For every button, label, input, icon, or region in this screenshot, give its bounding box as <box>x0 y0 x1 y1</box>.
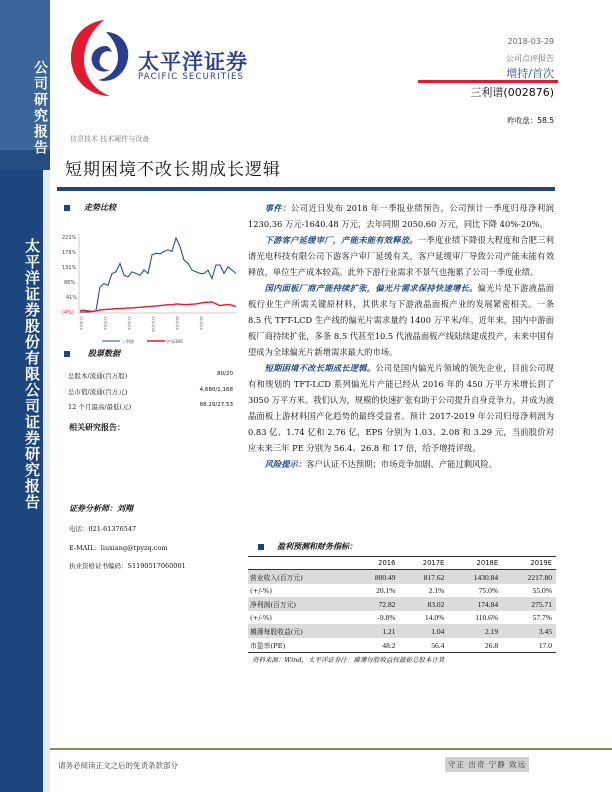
trend-chart <box>62 228 242 348</box>
svg-text:18/3/25: 18/3/25 <box>199 316 203 330</box>
stock-data-row: 总股本/流通(百万股) 80/20 <box>68 371 233 380</box>
cell-value: 75.0% <box>478 586 499 595</box>
paragraph-customers: 下游客户延缓审厂，产能未能有效释放。一季度业绩下降很大程度和合肥三利谱光电科技有限公司下游客户审厂延缓有关，客户延缓审厂导致公司产能未能有效释放，单位生产成本较高。此外下游行业需求不景气也拖累了公司一季度业绩。 <box>248 235 554 277</box>
svg-text:86%: 86% <box>64 280 76 286</box>
cell-value: -9.8% <box>377 613 396 622</box>
section-bullet-icon <box>258 544 264 550</box>
svg-text:17/9/25: 17/9/25 <box>127 316 131 330</box>
forecast-heading: 盈利预测和财务指标： <box>277 541 357 551</box>
row-label: 营业收入(百万元) <box>248 570 352 585</box>
svg-text:沪深300: 沪深300 <box>167 339 183 344</box>
table-header-row: 2016 2017E 2018E 2019E <box>248 557 556 570</box>
table-row <box>248 611 556 624</box>
svg-text:17/5/25: 17/5/25 <box>79 316 83 330</box>
related-reports-heading: 相关研究报告： <box>69 422 125 432</box>
rating: 增持/首次 <box>506 67 554 80</box>
stock-data-row: 12 个月最高/最低(元) 88.29/27.53 <box>68 402 233 411</box>
cell-value: 72.82 <box>352 597 399 611</box>
footer-disclaimer: 请务必阅读正文之后的免责条款部分 <box>58 761 178 770</box>
stock-data-row: 总市值/流通(百万元) 4,680/1,168 <box>68 387 233 396</box>
cell-value: 48.2 <box>352 638 399 653</box>
cell-value: 110.6% <box>475 613 499 622</box>
section-bullet-icon <box>64 205 70 211</box>
cell-value: 17.0 <box>502 638 556 653</box>
section-bullet-icon <box>64 351 70 357</box>
analyst-email[interactable]: E-MAIL：liuxiang@tpyzq.com <box>69 544 168 552</box>
header-red-divider <box>418 80 558 83</box>
cell-value: 55.0% <box>532 586 552 595</box>
cell-value: 800.49 <box>352 570 399 585</box>
report-date: 2018-03-29 <box>507 37 554 46</box>
table-row <box>248 570 556 585</box>
row-label: 市盈率(PE) <box>248 638 352 653</box>
table-row <box>248 638 556 653</box>
cell-value: 1.21 <box>352 624 399 638</box>
row-label: (+/-%) <box>250 613 273 622</box>
row-label: (+/-%) <box>250 586 273 595</box>
svg-text:176%: 176% <box>62 250 77 256</box>
cell-value: 2.1% <box>428 586 445 595</box>
svg-text:41%: 41% <box>66 295 78 301</box>
footer-motto: 守正 出奇 宁静 致远 <box>445 757 529 772</box>
cell-value: 1430.84 <box>448 570 502 585</box>
table-row <box>248 624 556 638</box>
analyst-cert: 执业资格证书编码：S1190517060001 <box>69 562 186 570</box>
paragraph-panel-expansion: 国内面板厂商产能持续扩张，偏光片需求保持快速增长。偏光片是下游液晶面板行业生产所需关键原材料，其供求与下游液晶面板产业的发展紧密相关。一条 8.5 代 TFT-LCD 生产线的偏光片需求量约 1400 万平米/年。近年来，国内中游面板厂商持续扩张，多条 8.5 代甚至10.5 代液晶面板产线陆续建成投产，未来中国有望成为全球偏光片新增需求最大的市场。 <box>248 283 554 357</box>
svg-text:131%: 131% <box>62 265 77 271</box>
cell-value: 57.7% <box>532 613 552 622</box>
cell-value: 174.84 <box>448 597 502 611</box>
report-type: 公司点评报告 <box>506 54 554 63</box>
cell-value: 817.62 <box>399 570 448 585</box>
stock-name-code: 三利谱(002876) <box>470 86 554 99</box>
row-label: 净利润(百万元) <box>248 597 352 611</box>
svg-text:(4%): (4%) <box>62 310 74 316</box>
logo-emblem-icon <box>66 18 136 98</box>
sidebar-edge <box>43 170 50 792</box>
cell-value: 275.71 <box>502 597 556 611</box>
trend-heading: 走势比较 <box>84 202 116 212</box>
cell-value: 26.8 <box>448 638 502 653</box>
svg-text:18/1/25: 18/1/25 <box>175 316 179 330</box>
forecast-table <box>248 556 556 653</box>
paragraph-event: 事件：公司近日发布 2018 年一季报业绩预告，公司预计一季度归母净利润1230.36 万元-1640.48 万元，去年同期 2050.60 万元，同比下降 40%-20%。 <box>248 203 554 229</box>
svg-text:三利谱: 三利谱 <box>122 339 134 344</box>
footer-divider <box>50 748 612 750</box>
cell-value: 83.02 <box>399 597 448 611</box>
cell-value: 3.45 <box>502 624 556 638</box>
cell-value: 2217.80 <box>502 570 556 585</box>
logo-name-en: PACIFIC SECURITIES <box>138 72 245 82</box>
table-row <box>248 584 556 597</box>
cell-value: 14.0% <box>424 613 445 622</box>
paragraph-risk: 风险提示：客户认证不达预期；市场竞争加剧、产能过剩风险。 <box>264 459 497 469</box>
sidebar-report-category: 公司研究报告 <box>32 60 48 156</box>
row-label: 摊薄每股收益(元) <box>248 624 352 638</box>
stock-data-heading: 股票数据 <box>88 348 120 358</box>
page-title: 短期困境不改长期成长逻辑 <box>65 160 281 180</box>
report-body <box>248 200 554 472</box>
close-price: 昨收盘：58.5 <box>507 116 554 125</box>
logo-name-cn: 太平洋证券 <box>138 50 248 74</box>
sidebar-company-label: 太平洋证券股份有限公司证券研究报告 <box>23 238 41 510</box>
industry-tag: 信息技术 技术硬件与设备 <box>70 135 150 143</box>
analyst-phone: 电话：021-61376547 <box>69 525 137 533</box>
cell-value: 1.04 <box>399 624 448 638</box>
forecast-source-note: 资料来源：Wind，太平洋证券注：摊薄每股收益按最新总股本计算 <box>252 656 445 664</box>
table-row <box>248 597 556 611</box>
cell-value: 2.19 <box>448 624 502 638</box>
paragraph-longterm: 短期困境不改长期成长逻辑。公司是国内偏光片领域的领先企业，目前公司现有和规划的 TFT-LCD 系列偏光片产能已经从 2016 年的 450 万平方米增长到了 3050 万平方米。我们认为，规模的快速扩张有助于公司提升自身竞争力，并成为液晶面板上游材料国产化趋势的最终受益者。预计 2017-2019 年公司归母净利润为 0.83 亿、1.74 亿和 2.76 亿，EPS 分别为 1.03、2.08 和 3.29 元，当前股价对应未来三年 PE 分别为 56.4、26.8 和 17 倍，给予增持评级。 <box>248 363 554 453</box>
cell-value: 20.1% <box>376 586 396 595</box>
analyst-name: 证券分析师：刘翔 <box>69 503 133 513</box>
svg-text:17/7/25: 17/7/25 <box>103 316 107 330</box>
svg-text:17/11/25: 17/11/25 <box>151 316 155 333</box>
cell-value: 56.4 <box>399 638 448 653</box>
svg-text:221%: 221% <box>62 235 77 241</box>
title-divider <box>57 187 555 191</box>
